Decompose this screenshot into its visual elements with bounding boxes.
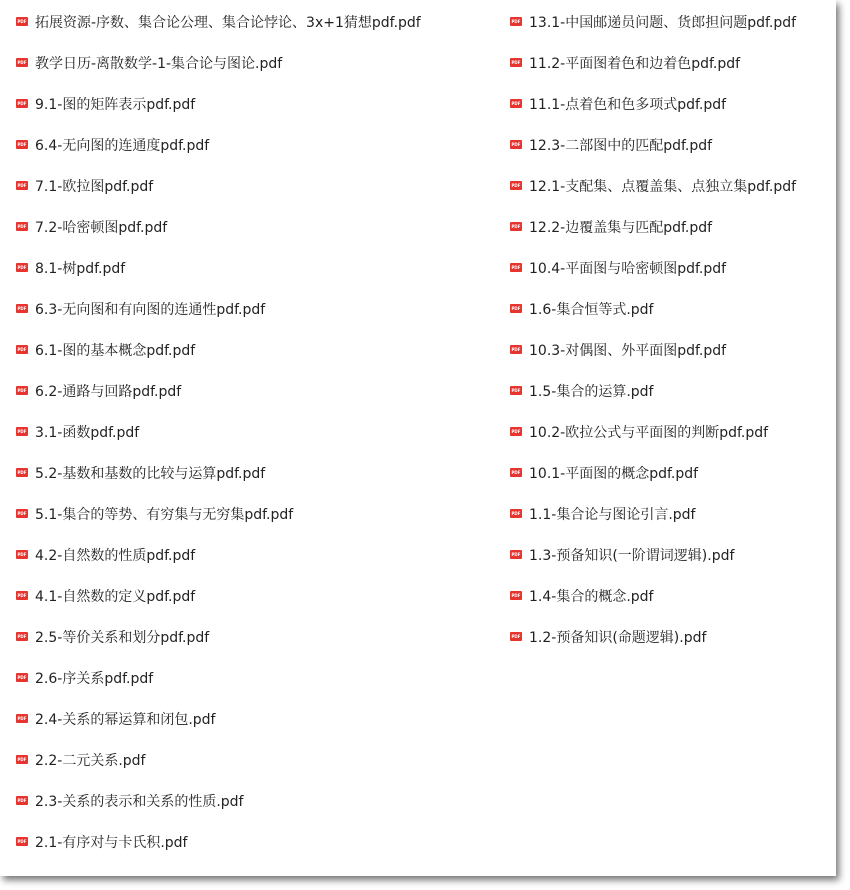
file-item[interactable] [510,247,830,288]
file-item[interactable] [16,698,494,739]
pdf-icon: PDF [511,101,521,106]
pdf-icon: PDF [511,593,521,598]
file-item[interactable] [510,288,830,329]
file-item[interactable] [16,575,494,616]
pdf-icon: PDF [511,142,521,147]
file-item[interactable] [16,329,494,370]
file-name: 2.6-序关系pdf.pdf [35,670,154,687]
pdf-icon: PDF [511,470,521,475]
file-name: 6.4-无向图的连通度pdf.pdf [35,137,210,154]
file-item[interactable] [16,821,494,862]
file-item[interactable] [510,206,830,247]
pdf-icon: PDF [511,224,521,229]
file-item[interactable] [16,739,494,780]
pdf-icon: PDF [17,60,27,65]
file-item[interactable] [16,83,494,124]
file-name: 2.3-关系的表示和关系的性质.pdf [35,793,244,810]
file-name: 2.1-有序对与卡氏积.pdf [35,834,188,851]
file-name: 2.2-二元关系.pdf [35,752,146,769]
pdf-icon: PDF [17,101,27,106]
file-item[interactable] [510,411,830,452]
pdf-icon: PDF [17,388,27,393]
pdf-icon: PDF [17,224,27,229]
pdf-icon: PDF [17,306,27,311]
file-name: 6.2-通路与回路pdf.pdf [35,383,182,400]
file-item[interactable] [510,1,830,42]
file-name: 1.6-集合恒等式.pdf [529,301,654,318]
file-item[interactable] [16,534,494,575]
file-item[interactable] [16,411,494,452]
file-name: 拓展资源-序数、集合论公理、集合论悖论、3x+1猜想pdf.pdf [35,14,421,31]
pdf-icon: PDF [511,388,521,393]
file-item[interactable] [16,616,494,657]
pdf-icon: PDF [17,470,27,475]
file-name: 5.2-基数和基数的比较与运算pdf.pdf [35,465,266,482]
file-item[interactable] [16,1,494,42]
file-item[interactable] [16,42,494,83]
pdf-icon: PDF [511,60,521,65]
pdf-icon: PDF [511,265,521,270]
file-name: 4.1-自然数的定义pdf.pdf [35,588,196,605]
file-item[interactable] [16,288,494,329]
pdf-icon: PDF [511,552,521,557]
file-name: 10.1-平面图的概念pdf.pdf [529,465,699,482]
file-item[interactable] [510,329,830,370]
file-item[interactable] [510,42,830,83]
file-item[interactable] [16,657,494,698]
file-name: 4.2-自然数的性质pdf.pdf [35,547,196,564]
file-name: 1.3-预备知识(一阶谓词逻辑).pdf [529,547,735,564]
file-name: 7.2-哈密顿图pdf.pdf [35,219,168,236]
pdf-icon: PDF [17,634,27,639]
file-name: 6.1-图的基本概念pdf.pdf [35,342,196,359]
file-name: 2.4-关系的幂运算和闭包.pdf [35,711,216,728]
file-item[interactable] [510,370,830,411]
file-name: 12.2-边覆盖集与匹配pdf.pdf [529,219,713,236]
file-item[interactable] [510,83,830,124]
pdf-icon: PDF [17,265,27,270]
pdf-icon: PDF [17,19,27,24]
file-item[interactable] [510,452,830,493]
file-item[interactable] [510,124,830,165]
file-name: 13.1-中国邮递员问题、货郎担问题pdf.pdf [529,14,797,31]
file-item[interactable] [16,124,494,165]
file-item[interactable] [510,493,830,534]
file-item[interactable] [510,165,830,206]
file-item[interactable] [16,206,494,247]
pdf-icon: PDF [17,798,27,803]
file-name: 12.1-支配集、点覆盖集、点独立集pdf.pdf [529,178,797,195]
pdf-icon: PDF [511,183,521,188]
file-name: 2.5-等价关系和划分pdf.pdf [35,629,210,646]
file-name: 3.1-函数pdf.pdf [35,424,140,441]
pdf-icon: PDF [17,347,27,352]
file-name: 9.1-图的矩阵表示pdf.pdf [35,96,196,113]
file-name: 1.2-预备知识(命题逻辑).pdf [529,629,707,646]
file-name: 10.2-欧拉公式与平面图的判断pdf.pdf [529,424,769,441]
pdf-icon: PDF [17,552,27,557]
file-item[interactable] [510,616,830,657]
pdf-icon: PDF [17,839,27,844]
file-item[interactable] [16,165,494,206]
pdf-icon: PDF [511,511,521,516]
file-column-right [510,0,830,657]
pdf-icon: PDF [17,142,27,147]
pdf-icon: PDF [17,183,27,188]
file-item[interactable] [510,534,830,575]
pdf-icon: PDF [511,347,521,352]
file-item[interactable] [16,452,494,493]
file-name: 1.1-集合论与图论引言.pdf [529,506,696,523]
file-item[interactable] [510,575,830,616]
pdf-icon: PDF [17,675,27,680]
file-name: 10.3-对偶图、外平面图pdf.pdf [529,342,727,359]
pdf-icon: PDF [511,429,521,434]
file-name: 1.5-集合的运算.pdf [529,383,654,400]
file-column-left [16,0,494,862]
file-name: 8.1-树pdf.pdf [35,260,126,277]
pdf-icon: PDF [17,511,27,516]
pdf-icon: PDF [17,429,27,434]
file-name: 7.1-欧拉图pdf.pdf [35,178,154,195]
file-name: 5.1-集合的等势、有穷集与无穷集pdf.pdf [35,506,294,523]
pdf-icon: PDF [17,716,27,721]
file-name: 11.2-平面图着色和边着色pdf.pdf [529,55,741,72]
pdf-icon: PDF [17,593,27,598]
file-name: 10.4-平面图与哈密顿图pdf.pdf [529,260,727,277]
pdf-icon: PDF [511,634,521,639]
file-item[interactable] [16,493,494,534]
pdf-icon: PDF [17,757,27,762]
file-name: 教学日历-离散数学-1-集合论与图论.pdf [35,55,283,72]
file-name: 11.1-点着色和色多项式pdf.pdf [529,96,727,113]
pdf-icon: PDF [511,19,521,24]
file-item[interactable] [16,780,494,821]
file-item[interactable] [16,370,494,411]
file-name: 12.3-二部图中的匹配pdf.pdf [529,137,713,154]
pdf-icon: PDF [511,306,521,311]
file-name: 1.4-集合的概念.pdf [529,588,654,605]
file-name: 6.3-无向图和有向图的连通性pdf.pdf [35,301,266,318]
file-item[interactable] [16,247,494,288]
